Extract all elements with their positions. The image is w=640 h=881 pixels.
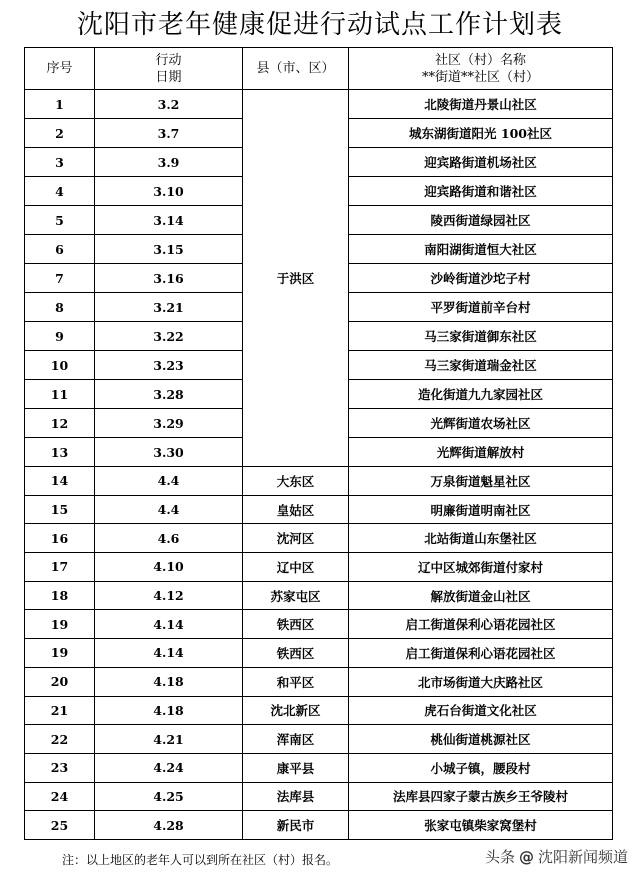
- watermark: [485, 846, 628, 867]
- table-row: [25, 667, 613, 696]
- community-name: 马三家街道御东社区: [349, 322, 613, 351]
- district-name: 和平区: [243, 667, 349, 696]
- action-date: 4.12: [95, 581, 243, 610]
- community-name: 解放街道金山社区: [349, 581, 613, 610]
- district-yuhong: 于洪区: [243, 90, 349, 467]
- row-number: 5: [25, 206, 95, 235]
- community-name: 张家屯镇柴家窝堡村: [349, 811, 613, 840]
- action-date: 3.9: [95, 148, 243, 177]
- table-row: [25, 524, 613, 553]
- community-name: 启工街道保利心语花园社区: [349, 610, 613, 639]
- action-date: 3.14: [95, 206, 243, 235]
- watermark-account: 沈阳新闻频道: [537, 848, 628, 866]
- row-number: 24: [25, 782, 95, 811]
- page-title: 沈阳市老年健康促进行动试点工作计划表: [76, 10, 563, 40]
- header-community-line2: **街道**社区（村）: [421, 69, 539, 85]
- table-row: [25, 553, 613, 582]
- row-number: 25: [25, 811, 95, 840]
- action-date: 4.14: [95, 610, 243, 639]
- community-name: 北陵街道丹景山社区: [349, 90, 613, 119]
- community-name: 辽中区城郊街道付家村: [349, 553, 613, 582]
- community-name: 平罗街道前辛台村: [349, 293, 613, 322]
- table-row: [25, 753, 613, 782]
- row-number: 14: [25, 467, 95, 496]
- watermark-brand: 头条: [484, 848, 515, 866]
- action-date: 4.28: [95, 811, 243, 840]
- table-row: [25, 495, 613, 524]
- table-row: [25, 696, 613, 725]
- action-date: 4.14: [95, 639, 243, 668]
- community-name: 造化街道九九家园社区: [349, 380, 613, 409]
- row-number: 8: [25, 293, 95, 322]
- action-date: 3.30: [95, 438, 243, 467]
- action-date: 3.15: [95, 235, 243, 264]
- district-name: 康平县: [243, 753, 349, 782]
- community-name: 桃仙街道桃源社区: [349, 725, 613, 754]
- community-name: 启工街道保利心语花园社区: [349, 639, 613, 668]
- community-name: 城东湖街道阳光 100社区: [349, 119, 613, 148]
- row-number: 15: [25, 495, 95, 524]
- district-name: 苏家屯区: [243, 581, 349, 610]
- action-date: 4.25: [95, 782, 243, 811]
- row-number: 18: [25, 581, 95, 610]
- footnote: 注：以上地区的老年人可以到所在社区（村）报名。: [62, 853, 339, 867]
- table-row: [25, 610, 613, 639]
- row-number: 22: [25, 725, 95, 754]
- table-row: [25, 811, 613, 840]
- action-date: 3.22: [95, 322, 243, 351]
- district-name: 铁西区: [243, 639, 349, 668]
- row-number: 1: [25, 90, 95, 119]
- row-number: 19: [25, 639, 95, 668]
- district-name: 铁西区: [243, 610, 349, 639]
- action-date: 3.10: [95, 177, 243, 206]
- row-number: 21: [25, 696, 95, 725]
- table-row: [25, 639, 613, 668]
- community-name: 光辉街道解放村: [349, 438, 613, 467]
- header-community: [349, 48, 613, 90]
- community-name: 北市场街道大庆路社区: [349, 667, 613, 696]
- community-name: 迎宾路街道和谐社区: [349, 177, 613, 206]
- row-number: 9: [25, 322, 95, 351]
- action-date: 3.16: [95, 264, 243, 293]
- community-name: 光辉街道农场社区: [349, 409, 613, 438]
- community-name: 小城子镇，腰段村: [349, 753, 613, 782]
- table-row: [25, 581, 613, 610]
- action-date: 4.18: [95, 667, 243, 696]
- row-number: 16: [25, 524, 95, 553]
- row-number: 2: [25, 119, 95, 148]
- action-date: 4.21: [95, 725, 243, 754]
- community-name: 陵西街道绿园社区: [349, 206, 613, 235]
- row-number: 19: [25, 610, 95, 639]
- table-row: [25, 782, 613, 811]
- community-name: 明廉街道明南社区: [349, 495, 613, 524]
- header-district: 县（市、区）: [243, 48, 349, 90]
- row-number: 13: [25, 438, 95, 467]
- table-row: [25, 725, 613, 754]
- action-date: 3.29: [95, 409, 243, 438]
- district-name: 大东区: [243, 467, 349, 496]
- action-date: 4.18: [95, 696, 243, 725]
- action-date: 3.2: [95, 90, 243, 119]
- district-name: 法库县: [243, 782, 349, 811]
- table-header-row: [25, 48, 613, 90]
- row-number: 23: [25, 753, 95, 782]
- at-icon: @: [518, 847, 534, 866]
- row-number: 12: [25, 409, 95, 438]
- community-name: 马三家街道瑞金社区: [349, 351, 613, 380]
- action-date: 3.21: [95, 293, 243, 322]
- action-date: 4.6: [95, 524, 243, 553]
- plan-table: [24, 47, 613, 840]
- action-date: 4.10: [95, 553, 243, 582]
- row-number: 17: [25, 553, 95, 582]
- row-number: 7: [25, 264, 95, 293]
- district-name: 浑南区: [243, 725, 349, 754]
- row-number: 10: [25, 351, 95, 380]
- row-number: 11: [25, 380, 95, 409]
- table-row: [25, 90, 613, 119]
- header-date-line2: 日期: [155, 69, 182, 85]
- community-name: 法库县四家子蒙古族乡王爷陵村: [349, 782, 613, 811]
- district-name: 沈河区: [243, 524, 349, 553]
- action-date: 3.23: [95, 351, 243, 380]
- table-row: [25, 467, 613, 496]
- community-name: 沙岭街道沙坨子村: [349, 264, 613, 293]
- header-date-line1: 行动: [155, 52, 182, 68]
- community-name: 南阳湖街道恒大社区: [349, 235, 613, 264]
- action-date: 4.24: [95, 753, 243, 782]
- action-date: 3.28: [95, 380, 243, 409]
- district-name: 皇姑区: [243, 495, 349, 524]
- community-name: 万泉街道魁星社区: [349, 467, 613, 496]
- action-date: 4.4: [95, 467, 243, 496]
- community-name: 北站街道山东堡社区: [349, 524, 613, 553]
- action-date: 3.7: [95, 119, 243, 148]
- row-number: 4: [25, 177, 95, 206]
- action-date: 4.4: [95, 495, 243, 524]
- community-name: 迎宾路街道机场社区: [349, 148, 613, 177]
- header-no: 序号: [25, 48, 95, 90]
- row-number: 6: [25, 235, 95, 264]
- district-name: 新民市: [243, 811, 349, 840]
- district-name: 沈北新区: [243, 696, 349, 725]
- row-number: 3: [25, 148, 95, 177]
- header-date: [95, 48, 243, 90]
- row-number: 20: [25, 667, 95, 696]
- community-name: 虎石台街道文化社区: [349, 696, 613, 725]
- district-name: 辽中区: [243, 553, 349, 582]
- header-community-line1: 社区（村）名称: [434, 52, 526, 68]
